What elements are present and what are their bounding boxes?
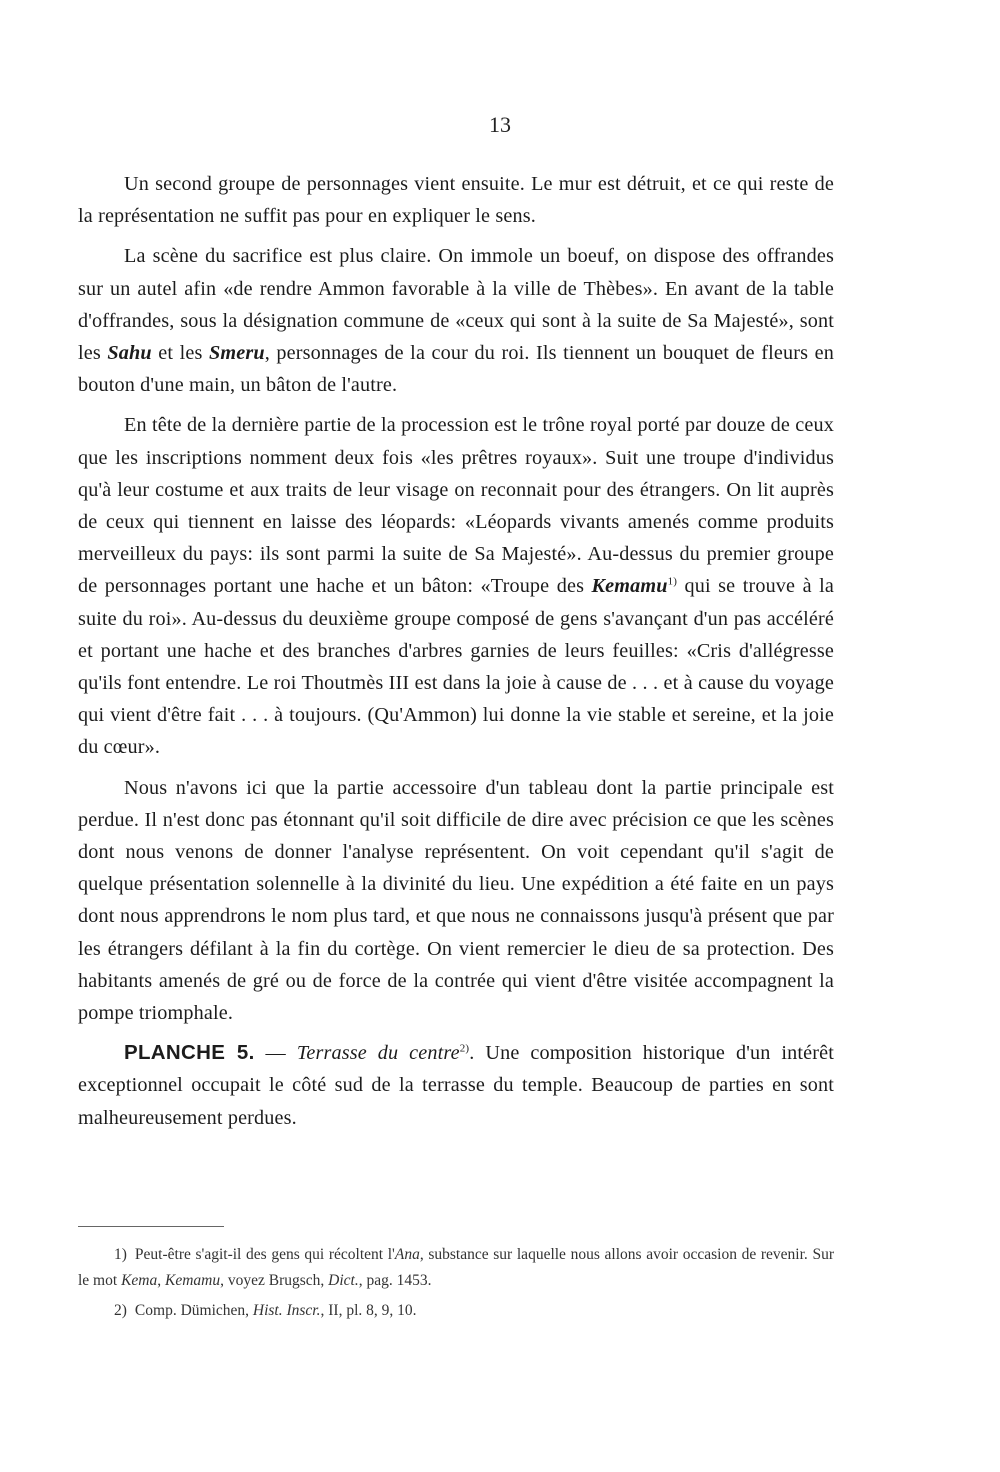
footnote-2-number: 2): [114, 1302, 127, 1319]
footnote-ref-1[interactable]: 1): [667, 575, 678, 588]
paragraph-4: Nous n'avons ici que la partie accessoire d'un tableau dont la partie principale est perdue. Il n'est donc pas étonnant qu'il soit difficile de dire avec précision ce que les scènes dont nous venons de donner l'analyse représentent. On voit cependant qu'il s'agit de quelque présentation solennelle à la divinité du lieu. Une expédition a été faite en un pays dont nous apprendrons le nom plus tard, et que nous ne connaissons jusqu'à présent que par les étrangers défilant à la fin du cortège. On vient remercier le dieu de sa protection. Des habitants amenés de gré ou de force de la contrée qui vient d'être visitée accompagnent la pompe triomphale.: [78, 776, 834, 1025]
term-smeru: Smeru: [209, 342, 265, 365]
footnote-1-text: Peut-être s'agit-il des gens qui récoltent l': [134, 1246, 395, 1263]
ref-dict: Dict.: [328, 1272, 359, 1289]
plate-text: . Une composition historique d'un intérêt exceptionnel occupait le côté sud de la terrasse du temple. Beaucoup de parties en sont malheureusement perdues.: [78, 1042, 835, 1129]
footnote-1-sep: ,: [157, 1272, 165, 1289]
ref-hist-inscr: Hist. Inscr.: [252, 1302, 321, 1319]
plate-heading: PLANCHE 5.: [124, 1041, 255, 1065]
plate-paragraph: [78, 1037, 834, 1134]
term-ana: Ana: [394, 1246, 420, 1263]
footnotes: [78, 1242, 834, 1328]
paragraph-2-between: et les: [151, 342, 209, 365]
term-kemamu-fn: Kemamu: [164, 1272, 221, 1289]
footnote-1-text-4: , pag. 1453.: [358, 1272, 432, 1289]
footnote-ref-2[interactable]: 2): [459, 1042, 470, 1055]
body-text: [78, 168, 834, 1134]
paragraph-2: [78, 240, 834, 401]
footnote-1: [78, 1242, 834, 1294]
paragraph-1: Un second groupe de personnages vient ensuite. Le mur est détruit, et ce qui reste de la représentation ne suffit pas pour en expliquer le sens.: [78, 173, 834, 228]
term-kemamu: Kemamu: [591, 575, 668, 598]
footnote-1-number: 1): [114, 1246, 127, 1263]
footnote-1-text-3: , voyez Brugsch,: [220, 1272, 329, 1289]
paragraph-3-rest: qui se trouve à la suite du roi». Au-dessus du deuxième groupe composé de gens s'avançant d'un pas accéléré et portant une hache et des branches d'arbres garnies de leurs feuilles: «Cris d'allégresse qu'ils font entendre. Le roi Thoutmès III est dans la joie à cause de . . . et à cause du voyage qui vient d'être fait . . . à toujours. (Qu'Ammon) lui donne la vie stable et sereine, et la joie du cœur».: [78, 575, 834, 759]
plate-subtitle: Terrasse du centre: [296, 1042, 460, 1065]
footnote-2-text-2: , II, pl. 8, 9, 10.: [320, 1302, 417, 1319]
page-number: 13: [489, 112, 511, 137]
footnote-1-text-2: , substance sur laquelle nous allons avoir occasion de revenir. Sur le mot: [78, 1246, 834, 1289]
paragraph-3: [78, 409, 834, 763]
footnote-2-text: Comp. Dümichen,: [134, 1302, 253, 1319]
paragraph-2-rest: , personnages de la cour du roi. Ils tiennent un bouquet de fleurs en bouton d'une main, un bâton de l'autre.: [78, 342, 834, 397]
footnote-divider: [78, 1226, 224, 1227]
plate-dash: —: [254, 1042, 297, 1065]
term-sahu: Sahu: [107, 342, 152, 365]
paragraph-2-text: La scène du sacrifice est plus claire. On immole un boeuf, on dispose des offrandes sur un autel afin «de rendre Ammon favorable à la ville de Thèbes». En avant de la table d'offrandes, sous la désignation commune de «ceux qui sont à la suite de Sa Majesté», sont les: [78, 245, 834, 365]
term-kema: Kema: [121, 1272, 158, 1289]
footnote-2: [78, 1298, 834, 1324]
paragraph-3-text: En tête de la dernière partie de la procession est le trône royal porté par douze de ceux que les inscriptions nomment deux fois «les prêtres royaux». Suit une troupe d'individus qu'à leur costume et aux traits de leur visage on reconnait pour des étrangers. On lit auprès de ceux qui tiennent en laisse des léopards: «Léopards vivants amenés comme produits merveilleux du pays: ils sont parmi la suite de Sa Majesté». Au-dessus du premier groupe de personnages portant une hache et un bâton: «Troupe des: [78, 414, 834, 598]
